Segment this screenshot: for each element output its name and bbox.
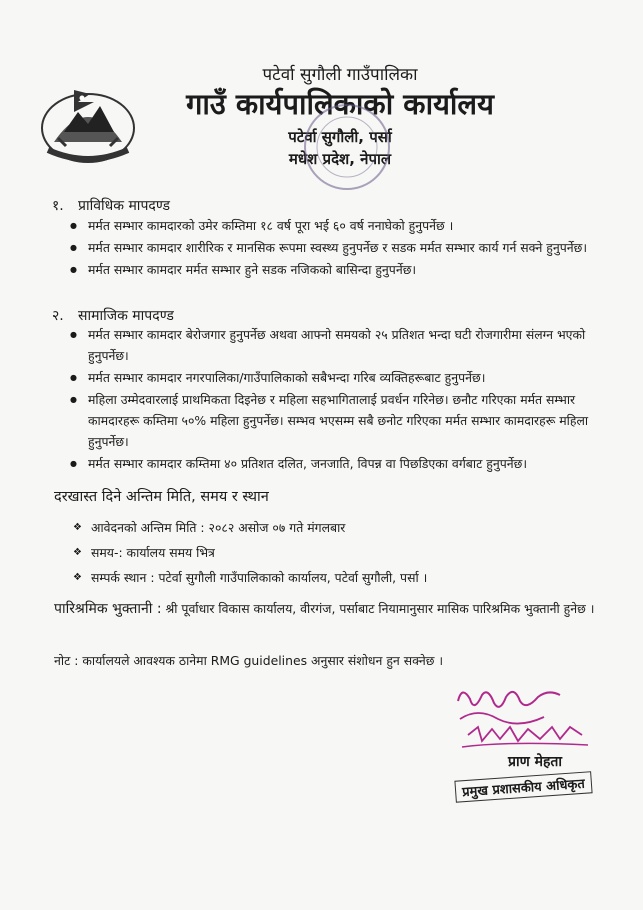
address-line-1: पटेर्वा सुगौली, पर्सा	[288, 128, 392, 146]
address-line-2: मधेश प्रदेश, नेपाल	[288, 150, 392, 168]
signatory-name: प्राण मेहता	[508, 754, 562, 770]
signatory-title: प्रमुख प्रशासकीय अधिकृत	[454, 771, 592, 802]
list-item: ❖ समय-: कार्यालय समय भित्र	[73, 542, 593, 564]
section-number-social: २.	[52, 308, 64, 324]
list-item: ❖ आवेदनको अन्तिम मिति : २०८२ असोज ०७ गते मंगलबार	[73, 517, 593, 539]
note-text: नोट : कार्यालयले आवश्यक ठानेमा RMG guidelines अनुसार संशोधन हुन सक्नेछ ।	[54, 653, 444, 668]
payment-text: श्री पूर्वाधार विकास कार्यालय, वीरगंज, पर्साबाट नियामानुसार मासिक पारिश्रमिक भुक्तानी हुनेछ ।	[165, 601, 595, 616]
nepal-emblem-icon	[34, 72, 142, 172]
list-item: ● मर्मत सम्भार कामदार शारीरिक र मानसिक रूपमा स्वस्थ्य हुनुपर्नेछ र सडक मर्मत सम्भार कार्य गर्न सक्ने हुनुपर्नेछ।	[70, 237, 610, 258]
list-item: ● मर्मत सम्भार कामदार कम्तिमा ४० प्रतिशत दलित, जनजाति, विपन्न वा पिछडिएका वर्गबाट हुनुपर्नेछ।	[70, 453, 610, 474]
technical-criteria-list	[70, 215, 610, 281]
list-item: ● मर्मत सम्भार कामदार बेरोजगार हुनुपर्नेछ अथवा आफ्नो समयको २५ प्रतिशत भन्दा घटी रोजगारीमा संलग्न भएको हुनुपर्नेछ।	[70, 324, 610, 366]
payment-paragraph	[54, 598, 614, 620]
section-heading-technical: प्राविधिक मापदण्ड	[78, 198, 170, 214]
list-item: ● मर्मत सम्भार कामदार मर्मत सम्भार हुने सडक नजिकको बासिन्दा हुनुपर्नेछ।	[70, 259, 610, 280]
handwritten-signature-icon	[448, 683, 608, 763]
list-item: ● महिला उम्मेदवारलाई प्राथमिकता दिइनेछ र महिला सहभागितालाई प्रवर्धन गरिनेछ। छनौट गरिएका मर्मत सम्भार कामदारहरू कम्तिमा ५०% महिला हुनुपर्नेछ। सम्भव भएसम्म सबै छनोट गरिएका मर्मत सम्भार कामदारहरू महिला हुनुपर्नेछ।	[70, 389, 610, 452]
section-heading-social: सामाजिक मापदण्ड	[78, 308, 174, 324]
deadline-list	[73, 517, 593, 592]
payment-label: पारिश्रमिक भुक्तानी :	[54, 601, 162, 617]
list-item: ❖ सम्पर्क स्थान : पटेर्वा सुगौली गाउँपालिकाको कार्यालय, पटेर्वा सुगौली, पर्सा ।	[73, 567, 593, 589]
list-item: ● मर्मत सम्भार कामदारको उमेर कम्तिमा १८ वर्ष पूरा भई ६० वर्ष ननाघेको हुनुपर्नेछ ।	[70, 215, 610, 236]
office-stamp-icon	[300, 100, 395, 195]
list-item: ● मर्मत सम्भार कामदार नगरपालिका/गाउँपालिकाको सबैभन्दा गरिब व्यक्तिहरूबाट हुनुपर्नेछ।	[70, 367, 610, 388]
social-criteria-list	[70, 324, 610, 475]
deadline-heading: दरखास्त दिने अन्तिम मिति, समय र स्थान	[54, 489, 269, 505]
municipality-name: पटेर्वा सुगौली गाउँपालिका	[262, 65, 418, 85]
office-title: गाउँ कार्यपालिकाको कार्यालय	[186, 87, 494, 121]
section-number-technical: १.	[52, 198, 64, 214]
